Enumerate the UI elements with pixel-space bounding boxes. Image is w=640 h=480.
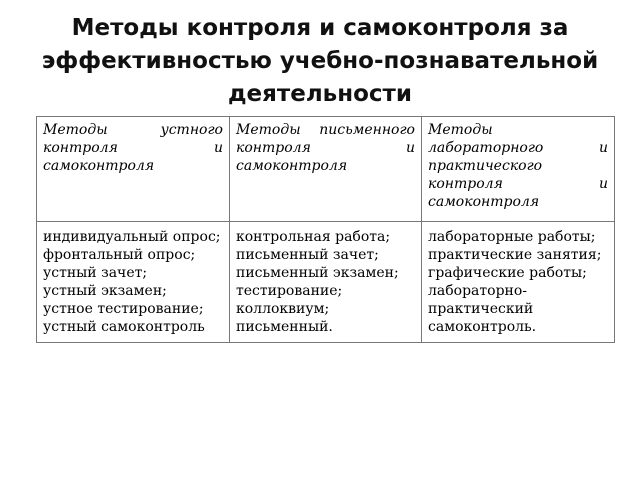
list-item: лабораторно-практический самоконтроль. bbox=[428, 283, 537, 335]
table-row bbox=[37, 222, 615, 343]
header-lab-practical-control: Методы лабораторного и практического контроля и самоконтроля bbox=[422, 117, 615, 222]
page-title: Методы контроля и самоконтроля за эффективностью учебно-познавательной деятельности bbox=[41, 15, 599, 107]
list-item: коллоквиум; bbox=[236, 301, 330, 317]
table-header-row bbox=[37, 117, 615, 222]
list-item: фронтальный опрос; bbox=[43, 247, 196, 263]
list-item: устный зачет; bbox=[43, 265, 148, 281]
list-item: индивидуальный опрос; bbox=[43, 229, 221, 245]
list-item: графические работы; bbox=[428, 265, 587, 281]
cell-oral-methods bbox=[37, 222, 230, 343]
list-item: устный самоконтроль bbox=[43, 319, 205, 335]
list-item: письменный экзамен; bbox=[236, 265, 399, 281]
list-item: контрольная работа; bbox=[236, 229, 391, 245]
list-item: письменный зачет; bbox=[236, 247, 379, 263]
list-item: устное тестирование; bbox=[43, 301, 204, 317]
cell-lab-practical-methods bbox=[422, 222, 615, 343]
list-item: тестирование; bbox=[236, 283, 343, 299]
list-item: письменный. bbox=[236, 319, 333, 335]
list-item: практические занятия; bbox=[428, 247, 602, 263]
header-oral-control: Методы устного контроля и самоконтроля bbox=[37, 117, 230, 222]
methods-table bbox=[36, 116, 615, 343]
list-item: устный экзамен; bbox=[43, 283, 167, 299]
cell-written-methods bbox=[230, 222, 422, 343]
list-item: лабораторные работы; bbox=[428, 229, 596, 245]
header-written-control: Методы письменного контроля и самоконтроля bbox=[230, 117, 422, 222]
